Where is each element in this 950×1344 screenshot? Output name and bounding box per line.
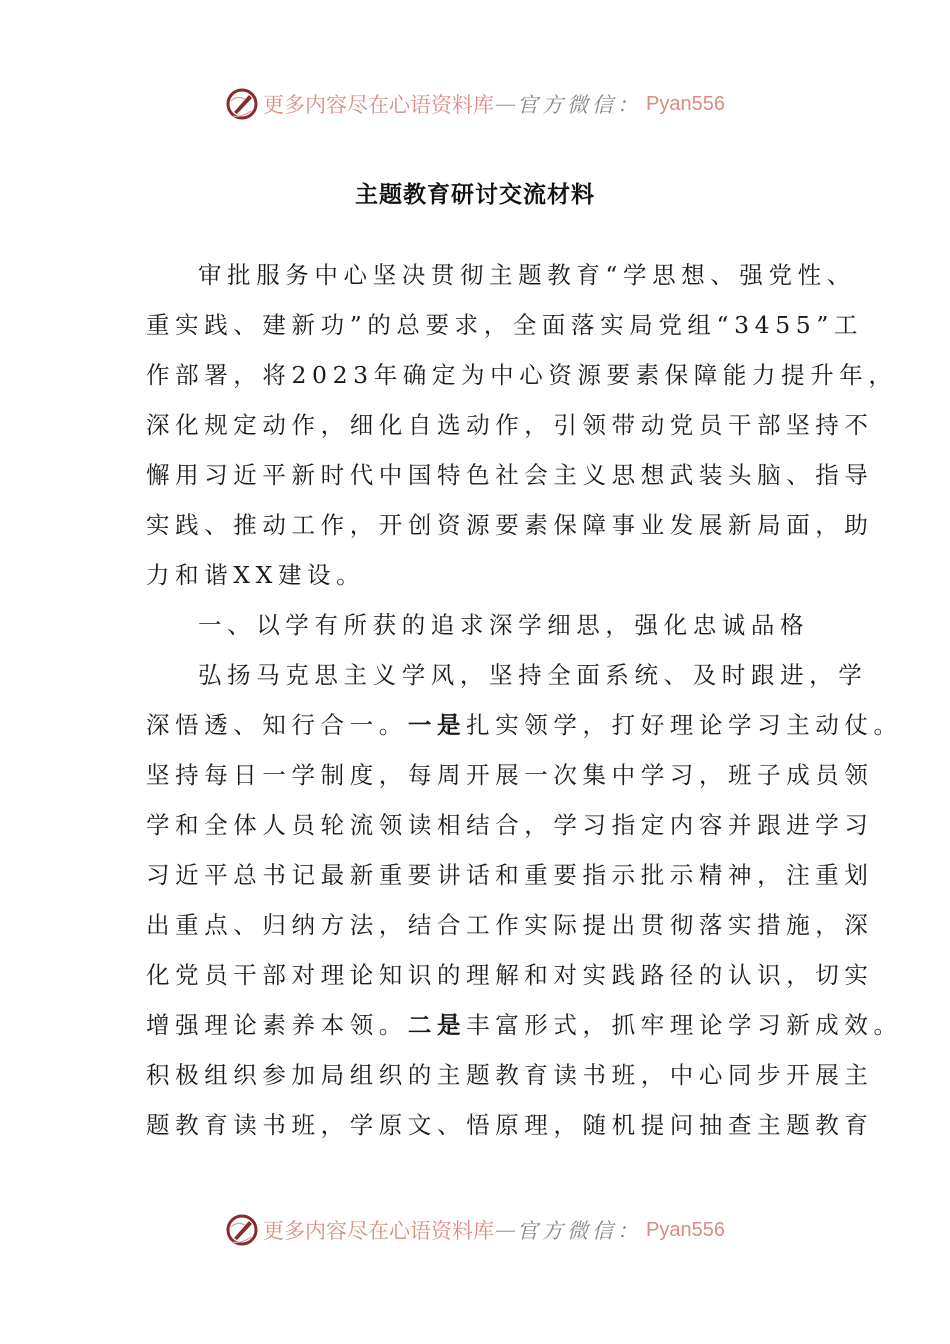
header-watermark [0, 84, 950, 124]
body-line: 作部署，将2023年确定为中心资源要素保障能力提升年， [146, 361, 898, 389]
body-line: 出重点、归纳方法，结合工作实际提出贯彻落实措施，深 [146, 911, 874, 939]
document-body [146, 250, 903, 1150]
watermark-official-label: 官方微信： [517, 1219, 643, 1243]
watermark-dash: — [495, 1218, 517, 1242]
body-line: 学和全体人员轮流领读相结合，学习指定内容并跟进学习 [146, 811, 874, 839]
body-line: 坚持每日一学制度，每周开展一次集中学习，班子成员领 [146, 761, 874, 789]
watermark-site-text: 更多内容尽在心语资料库 [263, 1219, 495, 1243]
body-line: 力和谐XX建设。 [146, 561, 366, 589]
watermark-site-text: 更多内容尽在心语资料库 [263, 93, 495, 117]
footer-watermark [0, 1210, 950, 1250]
body-line: 审批服务中心坚决贯彻主题教育“学思想、强党性、 [198, 261, 856, 289]
body-line: 重实践、建新功”的总要求，全面落实局党组“3455”工 [146, 311, 864, 339]
emphasis-first-point: 一是 [407, 711, 467, 739]
body-text-run: 增强理论素养本领。 [146, 1011, 408, 1039]
body-line: 化党员干部对理论知识的理解和对实践路径的认识，切实 [146, 961, 874, 989]
body-text-run: 丰富形式，抓牢理论学习新成效。 [466, 1011, 903, 1039]
emphasis-second-point: 二是 [407, 1011, 467, 1039]
section-heading: 一、以学有所获的追求深学细思，强化忠诚品格 [198, 611, 810, 639]
body-line [146, 1000, 903, 1050]
body-line [146, 700, 903, 750]
body-line: 弘扬马克思主义学风，坚持全面系统、及时跟进，学 [198, 661, 868, 689]
watermark-wechat-id: Pyan556 [646, 1218, 725, 1241]
body-line: 实践、推动工作，开创资源要素保障事业发展新局面，助 [146, 511, 874, 539]
watermark-dash: — [495, 92, 517, 116]
quill-pen-circle-icon [225, 87, 259, 121]
body-line: 深化规定动作，细化自选动作，引领带动党员干部坚持不 [146, 411, 874, 439]
body-line: 懈用习近平新时代中国特色社会主义思想武装头脑、指导 [146, 461, 874, 489]
document-title: 主题教育研讨交流材料 [355, 181, 595, 208]
quill-pen-circle-icon [225, 1213, 259, 1247]
watermark-official-label: 官方微信： [517, 93, 643, 117]
body-text-run: 深悟透、知行合一。 [146, 711, 408, 739]
body-line: 题教育读书班，学原文、悟原理，随机提问抽查主题教育 [146, 1111, 874, 1139]
watermark-wechat-id: Pyan556 [646, 92, 725, 115]
body-text-run: 扎实领学，打好理论学习主动仗。 [466, 711, 903, 739]
body-line: 积极组织参加局组织的主题教育读书班，中心同步开展主 [146, 1061, 874, 1089]
body-line: 习近平总书记最新重要讲话和重要指示批示精神，注重划 [146, 861, 874, 889]
